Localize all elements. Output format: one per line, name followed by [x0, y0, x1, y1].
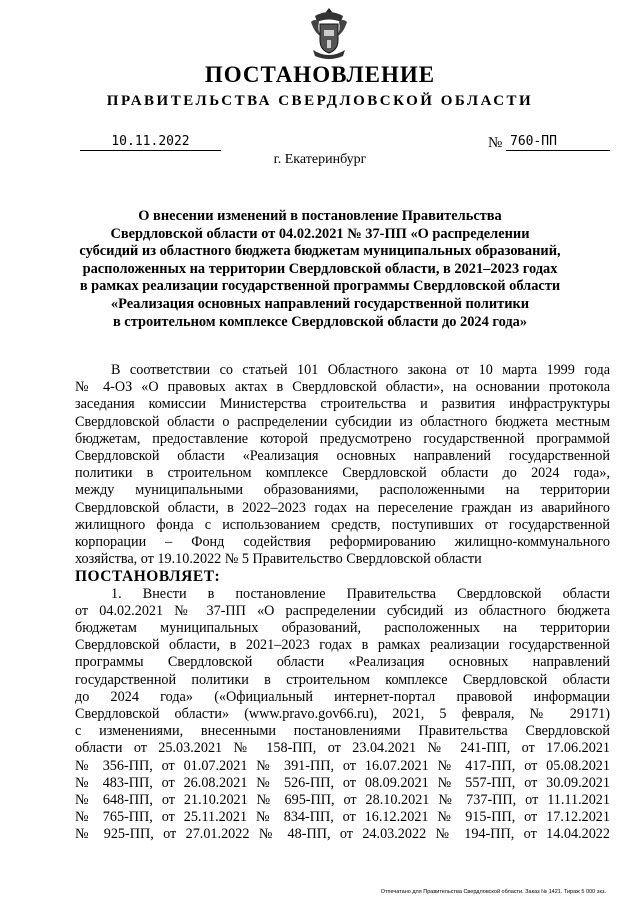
document-body: [75, 362, 610, 844]
clause-line: с изменениями, внесенными постановлениями Правительства Свердловской: [75, 723, 610, 740]
clause-line: от 04.02.2021 № 37-ПП «О распределении субсидий из областного бюджета: [75, 602, 610, 619]
clause-line: № 765-ПП, от 25.11.2021 № 834-ПП, от 16.12.2021 № 915-ПП, от 17.12.2021: [75, 809, 610, 826]
preamble-line: корпорации – Фонд содействия реформированию жилищно-коммунального: [75, 534, 610, 551]
clause-line: программы Свердловской области «Реализация основных направлений: [75, 654, 610, 671]
document-date: 10.11.2022: [80, 134, 221, 151]
preamble-line: заседания комиссии Министерства строительства и развития инфраструктуры: [75, 396, 610, 413]
coat-of-arms-emblem: [309, 6, 349, 60]
print-footer: Отпечатано для Правительства Свердловской области. Заказ № 1421. Тираж 5 000 экз.: [380, 889, 606, 895]
document-heading: [70, 208, 570, 331]
preamble-line: между муниципальными образованиями, расположенными на территории: [75, 482, 610, 499]
clause-line: № 356-ПП, от 01.07.2021 № 391-ПП, от 16.07.2021 № 417-ПП, от 05.08.2021: [75, 757, 610, 774]
document-title: ПОСТАНОВЛЕНИЕ: [204, 62, 436, 87]
heading-line: О внесении изменений в постановление Правительства: [138, 208, 502, 224]
preamble-line: политики в строительном комплексе Свердловской области до 2024 года»,: [75, 465, 610, 482]
preamble-line: хозяйства, от 19.10.2022 № 5 Правительство Свердловской области: [75, 551, 482, 568]
heading-line: в строительном комплексе Свердловской области до 2024 года»: [112, 313, 528, 330]
preamble-line: Свердловской области о распределении субсидии из областного бюджета местным: [75, 413, 610, 430]
clause-line: Свердловской области» (www.pravo.gov66.ru), 2021, 5 февраля, № 29171): [75, 706, 610, 723]
preamble-line: бюджетам, предоставление которой предусмотрено государственной программой: [75, 430, 610, 447]
document-city: г. Екатеринбург: [273, 152, 367, 167]
heading-line: расположенных на территории Свердловской области, в 2021–2023 годах: [82, 260, 558, 277]
clause-line: государственной политики в строительном комплексе Свердловской области: [75, 671, 610, 688]
preamble-line: № 4-ОЗ «О правовых актах в Свердловской области», на основании протокола: [75, 379, 610, 396]
clause-line: 1. Внести в постановление Правительства Свердловской области: [111, 585, 610, 602]
heading-line: Свердловской области от 04.02.2021 № 37-ПП «О распределении: [110, 225, 530, 242]
clause-line: № 925-ПП, от 27.01.2022 № 48-ПП, от 24.03.2022 № 194-ПП, от 14.04.2022: [75, 826, 610, 843]
preamble-line: Свердловской области «Реализация основных направлений государственной: [75, 448, 610, 465]
heading-line: в рамках реализации государственной программы Свердловской области: [79, 278, 561, 295]
heading-line: субсидий из областного бюджета бюджетам муниципальных образований,: [79, 243, 561, 260]
preamble-line: В соответствии со статьей 101 Областного закона от 10 марта 1999 года: [111, 362, 610, 378]
clause-line: № 648-ПП, от 21.10.2021 № 695-ПП, от 28.10.2021 № 737-ПП, от 11.11.2021: [75, 792, 610, 809]
clause-line: Свердловской области, в 2021–2023 годах в рамках реализации государственной: [75, 637, 610, 654]
resolve-heading: ПОСТАНОВЛЯЕТ:: [75, 568, 221, 586]
clause-line: бюджетам муниципальных образований, расположенных на территории: [75, 620, 610, 637]
heading-line: «Реализация основных направлений государственной политики: [110, 295, 530, 312]
document-issuer: ПРАВИТЕЛЬСТВА СВЕРДЛОВСКОЙ ОБЛАСТИ: [106, 93, 534, 109]
number-sign: №: [488, 135, 503, 151]
clause-line: области от 25.03.2021 № 158-ПП, от 23.04.2021 № 241-ПП, от 17.06.2021: [75, 740, 610, 757]
preamble-line: Свердловской области, в 2022–2023 годах на переселение граждан из аварийного: [75, 499, 610, 516]
preamble-line: жилищного фонда с использованием средств, поступивших от государственной: [75, 516, 610, 533]
clause-line: № 483-ПП, от 26.08.2021 № 526-ПП, от 08.09.2021 № 557-ПП, от 30.09.2021: [75, 774, 610, 791]
document-number: 760-ПП: [506, 134, 610, 151]
clause-line: до 2024 года» («Официальный интернет-портал правовой информации: [75, 688, 610, 705]
